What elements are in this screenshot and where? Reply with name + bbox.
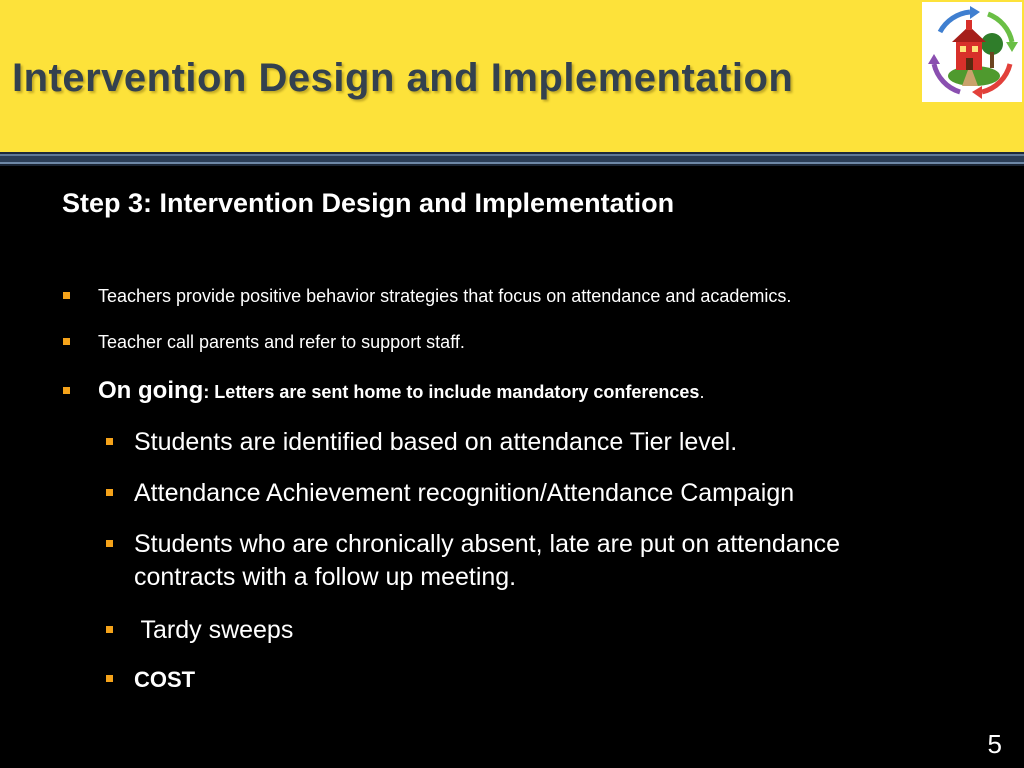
square-bullet-icon bbox=[106, 675, 113, 682]
square-bullet-icon bbox=[63, 338, 70, 345]
square-bullet-icon bbox=[63, 292, 70, 299]
ongoing-label: On going bbox=[98, 377, 204, 404]
list-item-cost: COST bbox=[134, 667, 196, 692]
slide-header bbox=[0, 0, 1024, 152]
square-bullet-icon bbox=[106, 438, 113, 445]
slide-content bbox=[0, 166, 1024, 768]
page-number: 5 bbox=[987, 729, 1002, 759]
list-item-ongoing bbox=[98, 377, 704, 405]
list-item: Tardy sweeps bbox=[134, 616, 294, 644]
slide-heading: Step 3: Intervention Design and Implementation bbox=[62, 188, 675, 218]
list-item: Teacher call parents and refer to support staff. bbox=[98, 332, 465, 352]
slide-title: Intervention Design and Implementation bbox=[12, 56, 794, 100]
square-bullet-icon bbox=[63, 387, 70, 394]
ongoing-period: . bbox=[699, 382, 705, 402]
list-item-continuation: contracts with a follow up meeting. bbox=[134, 563, 517, 591]
list-item: Attendance Achievement recognition/Attendance Campaign bbox=[134, 479, 795, 507]
list-item: Teachers provide positive behavior strategies that focus on attendance and academics. bbox=[98, 286, 792, 306]
list-item: Students are identified based on attendance Tier level. bbox=[134, 428, 738, 456]
schoolhouse-logo-icon bbox=[922, 2, 1022, 102]
square-bullet-icon bbox=[106, 626, 113, 633]
header-divider bbox=[0, 152, 1024, 166]
list-item: Students who are chronically absent, late are put on attendance bbox=[134, 530, 841, 558]
square-bullet-icon bbox=[106, 540, 113, 547]
square-bullet-icon bbox=[106, 489, 113, 496]
ongoing-text: : Letters are sent home to include mandatory conferences bbox=[203, 382, 700, 402]
